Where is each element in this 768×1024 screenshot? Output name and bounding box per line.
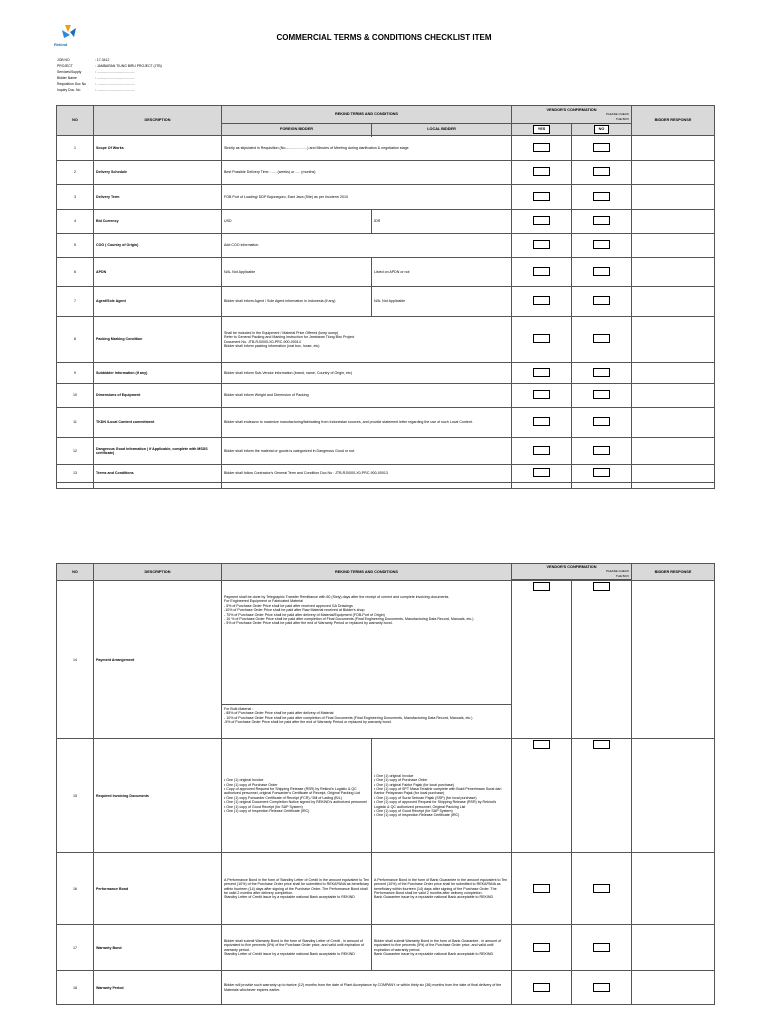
row-description: Warranty Bond [94,925,222,971]
row-description: Warranty Period [94,971,222,1005]
header-description: DESCRIPTION [94,564,222,581]
bidder-response-cell[interactable] [632,363,715,384]
yes-checkbox[interactable] [533,740,550,749]
no-checkbox[interactable] [593,943,610,952]
row-number: 8 [57,317,94,363]
payment-terms-bulk: For Bulk Material : - 85% of Purchase Order Price shall be paid after delivery of Material - 10% of Purchase Order Price shall be paid after completion of Final Documents (Final Engineering Documents, Manufacturing Data Record, Manuals, etc.) -5% of Purchase Order Price shall be paid after the end of Warranty Period or replaced by warranty bond. [224,706,473,725]
row-description: APDN [94,258,222,287]
bidder-response-cell[interactable] [632,258,715,287]
foreign-bidder-terms: • One (1) original Invoice • One (1) copy of Purchase Order • Copy of approved Request for Shipping Release (RSR) by Rekind's Logistic & QC authorized personnel, original Forwarder's Certificate of Receipt, Original Packing List • One (1) copy Forwarder Certificate of Receipt (FCR) / Bill of Lading (B/L) • One (1) original Document Completion Notice signed by REKIND's authorized personnel • One (1) copy of Good Receipt (for SAP System) • One (1) copy of Inspection Release Certificate (IRC) [222,739,372,853]
logo-text: Rekind [54,42,68,47]
row-description: Payment Arrangement [94,581,222,739]
row-number: 16 [57,853,94,925]
foreign-bidder-terms: Bidder shall submit Warranty Bond in the form of Standby Letter of Credit , in amount of equivalent to five percents (5%) of the Purchase Order price, and valid until expiration of warranty period. Standby Letter of Credit issue by a reputable national Bank acceptable to REKIND [222,925,372,971]
local-bidder-terms: • One (1) original Invoice • One (1) copy of Purchase Order • One (1) original Faktur Pajak (for local purchase) • One (1) copy of SPT Masa Terakhir complete with Bukti Penerimaan Surat dari Kantor Pelayanan Pajak (for local purchase) • One (1) copy of Surat Setoran Pajak (SSP) (for local purchase) • One (1) copy of approved Request for Shipping Release (RSR) by Rekind's Logistic & QC authorized personnel, Original Packing List • One (1) copy of Good Receipt (for SAP System) • One (1) copy of Inspection Release Certificate (IRC) [372,739,512,853]
row-number: 12 [57,438,94,465]
row-number: 10 [57,384,94,408]
row-terms: Best Possible Delivery Time : ..... (weeks) or ..... (months) [222,161,512,185]
bidder-response-cell[interactable] [632,185,715,210]
table-row [57,465,715,483]
local-bidder-terms: A Performance Bond in the form of Bank Guarantee in the amount equivalent to Ten percent (10%) of the Purchase Order price shall be submitted to REKAPANA as beneficiary within fourteen (14) days after signing of the Purchase Order. The Performance Bond shall be valid 2 months after delivery completion. Bank Guarantee issue by a reputable national Bank acceptable to REKIND [372,853,512,925]
row-number: 1 [57,136,94,161]
row-terms: Strictly as stipulated in Requisition (No......................) and Minutes of Meeting during clarification & negotiation stage [222,136,512,161]
no-checkbox[interactable] [593,740,610,749]
no-checkbox[interactable] [593,390,610,399]
row-description: Delivery Schedule [94,161,222,185]
bidder-response-cell[interactable] [632,408,715,438]
no-checkbox[interactable] [593,446,610,455]
table-row [57,317,715,363]
row-description: Delivery Term [94,185,222,210]
no-checkbox[interactable] [593,192,610,201]
row-terms: Shall be included in the Equipment / Material Price Offered (lump sump) Refer to General Packing and Marking Instruction for Jambaran Tiung Biru Project Document No. JTB-RJ0000-X0-PRC-900-00014 Bidder shall inform packing information (crat box, loose, etc) [222,317,512,363]
bidder-response-cell[interactable] [632,234,715,258]
yes-checkbox[interactable] [533,334,550,343]
row-terms [222,581,512,739]
meta-row: JOB NO : 17-3412 [57,58,110,62]
yes-checkbox[interactable] [533,417,550,426]
row-terms: Bidder shall inform Sub-Vendor information (brand, name, Country of Origin, etc) [222,363,512,384]
header-vendor-confirmation: VENDOR'S CONFIRMATION PLEASE CHECK THE BOX [512,564,632,580]
local-bidder-terms: IDR [372,210,512,234]
header-description: DESCRIPTION [94,106,222,136]
bidder-response-cell[interactable] [632,971,715,1005]
table-row [57,853,715,925]
no-checkbox[interactable] [593,143,610,152]
row-description: Dimensions of Equipment [94,384,222,408]
meta-row: Requisition Doc No : ........................................ [57,82,135,86]
header-yes-cell [512,124,572,136]
yes-checkbox[interactable] [533,192,550,201]
row-terms: FOB Port of Loading/ DDP Bojonegoro, East Java (Site) as per Incoterm 2010 [222,185,512,210]
table-row [57,210,715,234]
bidder-response-cell[interactable] [632,136,715,161]
bidder-response-cell[interactable] [632,925,715,971]
meta-row: Services/Supply : ........................................ [57,70,135,74]
yes-checkbox[interactable] [533,468,550,477]
document-title: COMMERCIAL TERMS & CONDITIONS CHECKLIST ITEM [276,33,492,42]
table-row [57,258,715,287]
no-checkbox[interactable] [593,582,610,591]
row-number: 5 [57,234,94,258]
foreign-bidder-terms: USD [222,210,372,234]
table-row [57,971,715,1005]
bidder-response-cell[interactable] [632,739,715,853]
payment-terms-engineered: Payment shall be done by Telegraphic Transfer Remittance with 60 (Sixty) days after the receipt of correct and complete invoicing documents. For Engineered Equipment or Fabricated Material - 5% of Purchase Order Price shall be paid after received approved GA Drawings -10% of Purchase Order Price shall be paid after Raw Material received at Bidder's shop - 70% of Purchase Order Price shall be paid after delivery of Material/Equipment (FOB-Port of Origin) - 10 % of Purchase Order Price shall be paid after completion of Final Documents (Final Engineering Documents, Manufacturing Data Record, Manuals, etc.) - 5% of Purchase Order Price shall be paid after the end of Warranty Period or replaced by warranty bond. [222,593,512,705]
yes-checkbox[interactable] [533,143,550,152]
no-checkbox[interactable] [593,334,610,343]
bidder-response-cell[interactable] [632,581,715,739]
table-row [57,287,715,317]
row-terms: Bidder shall endeavor to maximize manufacturing/fabricating from Indonesian sources, and provide statement letter regarding the use of such Local Content. [222,408,512,438]
yes-checkbox[interactable] [533,983,550,992]
no-checkbox[interactable] [593,296,610,305]
table-row [57,185,715,210]
bidder-response-cell[interactable] [632,853,715,925]
row-description: Agent/Sole Agent [94,287,222,317]
no-checkbox[interactable] [593,983,610,992]
checklist-table-page1 [56,105,715,489]
row-terms: Add COO information [222,234,512,258]
yes-checkbox[interactable] [533,943,550,952]
row-number: 3 [57,185,94,210]
row-number: 9 [57,363,94,384]
table-row [57,925,715,971]
table-row [57,438,715,465]
no-checkbox[interactable] [593,468,610,477]
row-terms: Bidder shall inform Weight and Dimension of Packing [222,384,512,408]
yes-checkbox[interactable] [533,884,550,893]
header-foreign-bidder: FOREIGN BIDDER [222,124,372,136]
table-row [57,363,715,384]
meta-block [57,57,162,93]
no-checkbox[interactable] [593,368,610,377]
row-number: 6 [57,258,94,287]
no-checkbox[interactable] [593,216,610,225]
bidder-response-cell[interactable] [632,384,715,408]
yes-checkbox[interactable] [533,240,550,249]
no-checkbox[interactable] [593,884,610,893]
row-number: 15 [57,739,94,853]
row-description: COO ( Country of Origin) [94,234,222,258]
no-checkbox[interactable] [593,417,610,426]
bidder-response-cell[interactable] [632,210,715,234]
table-row [57,234,715,258]
row-number: 17 [57,925,94,971]
row-terms: Bidder shall inform the material or goods is categorized in Dangerous Good or not. [222,438,512,465]
row-number: 14 [57,581,94,739]
row-number: 13 [57,465,94,483]
no-checkbox[interactable] [593,167,610,176]
row-number: 7 [57,287,94,317]
header-bidder-response: BIDDER RESPONSE [632,106,715,136]
row-terms: Bidder will provide such warranty up to twelve (12) months from the date of Plant Acceptance by COMPANY or within thirty six (36) months from the date of final delivery of the Materials whichever expires earlier. [222,971,512,1005]
foreign-bidder-terms: N/A- Not Applicable [222,258,372,287]
row-number: 2 [57,161,94,185]
bidder-response-cell[interactable] [632,317,715,363]
yes-checkbox[interactable] [533,446,550,455]
row-description: Subbidder Information (if any) [94,363,222,384]
header-no: NO [57,106,94,136]
yes-checkbox[interactable] [533,296,550,305]
table-row-empty [57,483,715,489]
table-row [57,161,715,185]
row-description: Performance Bond [94,853,222,925]
header-no-cell [572,124,632,136]
local-bidder-terms: Listed on APDN or not [372,258,512,287]
bidder-response-cell[interactable] [632,465,715,483]
meta-row: Inquiry Doc. No : ........................................ [57,88,135,92]
row-description: Packing Marking Condition [94,317,222,363]
header-bidder-response: BIDDER RESPONSE [632,564,715,581]
row-description: Scope Of Works [94,136,222,161]
no-checkbox[interactable] [593,267,610,276]
foreign-bidder-terms: A Performance Bond in the form of Standby Letter of Credit in the amount equivalent to Ten percent (10%) of the Purchase Order price shall be submitted to REKAPANA as beneficiary within fourteen (14) days after signing of the Purchase Order. The Performance Bond shall be valid 2 months after delivery completion. Standby Letter of Credit issue by a reputable national Bank acceptable to REKIND [222,853,372,925]
table-row [57,739,715,853]
row-number: 18 [57,971,94,1005]
row-description: Bid Currency [94,210,222,234]
header-vendor-confirmation: VENDOR'S CONFIRMATION PLEASE CHECK THE BOX [512,106,632,124]
row-description: Required Invoicing Documents [94,739,222,853]
bidder-response-cell[interactable] [632,438,715,465]
no-label: NO [594,125,610,134]
yes-label: YES [533,125,551,134]
foreign-bidder-terms: Bidder shall inform Agent / Sole Agent information in Indonesia (if any) [222,287,372,317]
table-row [57,581,715,739]
yes-checkbox[interactable] [533,390,550,399]
bidder-response-cell[interactable] [632,161,715,185]
yes-checkbox[interactable] [533,167,550,176]
meta-row: Bidder Name : ........................................ [57,76,135,80]
row-description: Terms and Conditions [94,465,222,483]
checklist-table-page2 [56,563,715,1005]
row-description: Dangerous Good information ( if Applicable, complete with MSDS certificate) [94,438,222,465]
table-row [57,408,715,438]
header-no: NO [57,564,94,581]
header-local-bidder: LOCAL BIDDER [372,124,512,136]
header-rekind-terms: REKIND TERMS AND CONDITIONS [222,564,512,581]
row-number: 4 [57,210,94,234]
no-checkbox[interactable] [593,240,610,249]
row-terms: Bidder shall follow Contractor's General Term and Condition Doc No : JTB-RJ0000-X0-PRC-900-00013 [222,465,512,483]
local-bidder-terms: N/A- Not Applicable [372,287,512,317]
local-bidder-terms: Bidder shall submit Warranty Bond in the form of Bank Guarantee , in amount of equivalent to five percents (5%) of the Purchase Order price, and valid until expiration of warranty period. Bank Guarantee issue by a reputable national Bank acceptable to REKIND [372,925,512,971]
yes-checkbox[interactable] [533,368,550,377]
table-row [57,136,715,161]
yes-checkbox[interactable] [533,267,550,276]
yes-checkbox[interactable] [533,216,550,225]
row-description: TKDN /Local Content commitment [94,408,222,438]
meta-row: PROJECT : JAMBARAN TIUNG BIRU PROJECT (JTB) [57,64,162,68]
header-rekind-terms: REKIND TERMS AND CONDITIONS [222,106,512,124]
table-row [57,384,715,408]
row-number: 11 [57,408,94,438]
yes-checkbox[interactable] [533,582,550,591]
bidder-response-cell[interactable] [632,287,715,317]
